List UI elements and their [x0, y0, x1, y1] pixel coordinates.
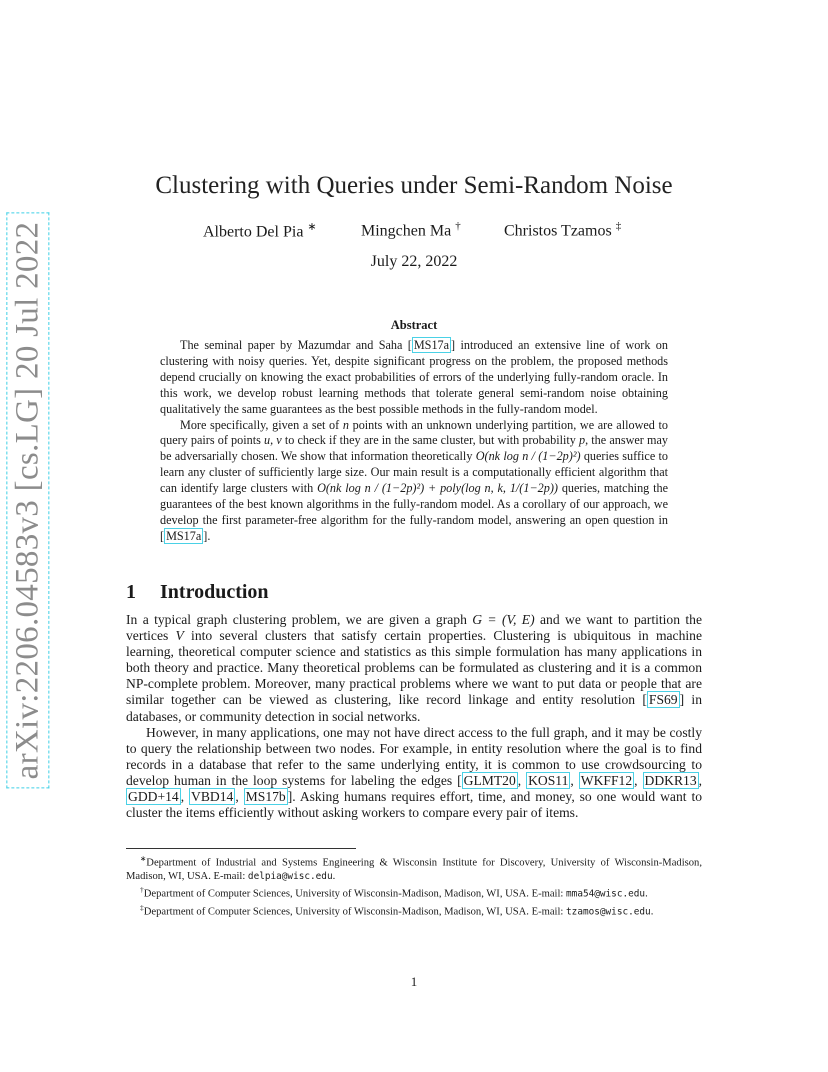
footnote-email[interactable]: tzamos@wisc.edu [566, 906, 651, 918]
abstract-paragraph-2: More specifically, given a set of n points with an unknown underlying partition, we are allowed to query pairs of points u, v to check if they are in the same cluster, but with probability p, the answer may be adversarially chosen. We show that information theoretically O(nk log n / (1−2p)²) queries suffice to learn any cluster of sufficiently large size. Our main result is a computationally efficient algorithm that can identify large clusters with O(nk log n / (1−2p)²) + poly(log n, k, 1/(1−2p)) queries, matching the guarantees of the best known algorithms in the fully-random model. As a corollary of our approach, we develop the first parameter-free algorithm for the fully-random model, answering an open question in [ MS17a ]. [160, 417, 668, 543]
footnote-mark: ∗ [140, 854, 147, 863]
intro-paragraph-2: However, in many applications, one may not have direct access to the full graph, and it may be costly to query the relationship between two nodes. For example, in entity resolution where the goal is to find records in a database that refer to the same underlying entity, it is common to use crowdsourcing to develop human in the loop systems for labeling the edges [ GLMT20 , KOS11 , WKFF12 , DDKR13 , GDD+14 , VBD14 , MS17b ]. Asking humans requires effort, time, and money, so one would want to cluster the items efficiently without asking workers to compare every pair of items. [126, 724, 703, 821]
abstract-paragraph-1: The seminal paper by Mazumdar and Saha [ MS17a ] introduced an extensive line of work on clustering with noisy queries. Yet, despite significant progress on the problem, the proposed methods depend crucially on knowing the exact probabilities of errors of the underlying fully-random oracle. In this work, we develop robust learning methods that tolerate general semi-random noise obtaining qualitatively the same guarantees as the best possible methods in the fully-random model. [160, 338, 668, 416]
author-3-mark: ‡ [615, 220, 622, 232]
abstract-text: queries, matching the guarantees of the best known algorithms in the fully-random model. As a corollary of our approach, we develop the first parameter-free algorithm for the fully-random model, answering an open question in [160, 481, 668, 527]
citation-link[interactable]: MS17b [245, 789, 286, 805]
section-heading [126, 581, 269, 604]
citation-link[interactable]: VBD14 [191, 789, 234, 805]
abstract-text: queries suffice to learn any cluster of sufficiently large size. Our main result is a computationally efficient algorithm that can identify large clusters with [160, 449, 668, 496]
math-inline: O(nk log n / (1−2p)²) [475, 449, 581, 464]
math-inline: n [342, 417, 349, 432]
intro-text: in databases, or community detection in social networks. [126, 692, 703, 724]
intro-text: into several clusters that satisfy certain properties. Clustering is ubiquitous in machine learning, theoretical computer science and statistics as this simple formulation has many applications in both theory and practice. Many theoretical problems can be formulated as clustering and it is a common NP-complete problem. Moreover, many practical problems where we want to put data or people that are similar together can be viewed as clustering, like record linkage and entity resolution [126, 628, 702, 708]
math-inline: p [579, 433, 586, 448]
citation-link[interactable]: DDKR13 [644, 772, 697, 788]
footnote-text: Department of Industrial and Systems Engineering & Wisconsin Institute for Discovery, University of Wisconsin-Madison, Madison, WI, USA. E-mail: [126, 857, 702, 882]
intro-paragraph-1: In a typical graph clustering problem, we are given a graph G = (V, E) and we want to partition the vertices V into several clusters that satisfy certain properties. Clustering is ubiquitous in machine learning, theoretical computer science and statistics as this simple formulation has many applications in both theory and practice. Many theoretical problems can be formulated as clustering and it is a common NP-complete problem. Moreover, many practical problems where we want to put data or people that are similar together can be viewed as clustering, like record linkage and entity resolution [ FS69 ] in databases, or community detection in social networks. [126, 612, 703, 724]
author-1 [203, 220, 317, 241]
footnote-mark: † [140, 884, 144, 894]
abstract-body [160, 338, 668, 545]
footnote-end: . [332, 870, 336, 882]
section-number: 1 [126, 581, 136, 603]
author-1-name: Alberto Del Pia [203, 223, 304, 241]
footnote-3 [126, 901, 702, 919]
intro-text: and we want to partition the vertices [126, 612, 702, 644]
abstract-text: introduced an extensive line of work on clustering with noisy queries. Yet, despite significant progress on the problem, the proposed methods depend crucially on knowing the exact probabilities of errors of the underlying fully-random oracle. In this work, we develop robust learning methods that tolerate general semi-random noise obtaining qualitatively the same guarantees as the best possible methods in the fully-random model. [160, 338, 668, 416]
footnote-mark: ‡ [140, 902, 144, 912]
citation-link[interactable]: MS17a [166, 528, 202, 543]
intro-text: However, in many applications, one may not have direct access to the full graph, and it may be costly to query the relationship between two nodes. For example, in entity resolution where the goal is to find records in a database that refer to the same underlying entity, it is common to use crowdsourcing to develop human in the loop systems for labeling the edges [126, 724, 702, 788]
citation-link[interactable]: GDD+14 [128, 789, 179, 805]
page-number: 1 [410, 974, 418, 989]
author-2-name: Mingchen Ma [361, 222, 452, 240]
footnote-2 [126, 883, 702, 901]
paper-date: July 22, 2022 [370, 253, 458, 270]
abstract-text: , the answer may be adversarially chosen. We show that information theoretically [160, 433, 668, 464]
footnote-email[interactable]: mma54@wisc.edu [566, 888, 646, 900]
abstract-text: The seminal paper by Mazumdar and Saha [180, 338, 408, 352]
footnote-end: . [645, 888, 648, 900]
math-inline: u, v [263, 433, 282, 448]
math-inline: G = (V, E) [472, 612, 535, 627]
arxiv-stamp [4, 221, 52, 779]
intro-text: . Asking humans requires effort, time, and money, so one would want to cluster the items efficiently without asking workers to compare every pair of items. [126, 789, 703, 821]
author-3 [504, 220, 621, 240]
footnote-text: Department of Computer Sciences, University of Wisconsin-Madison, Madison, WI, USA. E-mail: [143, 888, 567, 900]
citation-link[interactable]: KOS11 [528, 772, 569, 788]
author-3-name: Christos Tzamos [504, 222, 612, 240]
arxiv-stamp-text: arXiv:2206.04583v3 [cs.LG] 20 Jul 2022 [7, 212, 50, 788]
abstract-heading: Abstract [390, 318, 438, 332]
footnote-end: . [650, 906, 654, 918]
introduction-body [126, 612, 702, 821]
author-1-mark: ∗ [307, 221, 317, 233]
author-2-mark: † [455, 220, 461, 232]
abstract-text: to check if they are in the same cluster, but with probability [281, 433, 579, 448]
footnote-1 [126, 852, 702, 883]
paper-title: Clustering with Queries under Semi-Random Noise [155, 172, 673, 199]
footnotes [126, 852, 702, 918]
citation-link[interactable]: MS17a [413, 338, 450, 352]
math-inline: V [175, 628, 184, 644]
abstract-text: . [207, 528, 211, 543]
abstract-text: points with an unknown underlying partition, we are allowed to query pairs of points [160, 417, 668, 448]
math-inline: O(nk log n / (1−2p)²) + poly(log n, k, 1/(1−2p)) [317, 481, 558, 496]
intro-text: In a typical graph clustering problem, we are given a graph [126, 612, 473, 627]
footnote-text: Department of Computer Sciences, University of Wisconsin-Madison, Madison, WI, USA. E-mail: [143, 906, 567, 918]
author-2 [361, 220, 461, 240]
footnote-divider [126, 848, 356, 849]
citation-link[interactable]: FS69 [648, 692, 678, 708]
section-title: Introduction [160, 581, 269, 603]
abstract-text: More specifically, given a set of [180, 417, 343, 432]
citation-link[interactable]: GLMT20 [463, 772, 516, 788]
footnote-email[interactable]: delpia@wisc.edu [247, 870, 333, 882]
citation-link[interactable]: WKFF12 [580, 772, 633, 788]
